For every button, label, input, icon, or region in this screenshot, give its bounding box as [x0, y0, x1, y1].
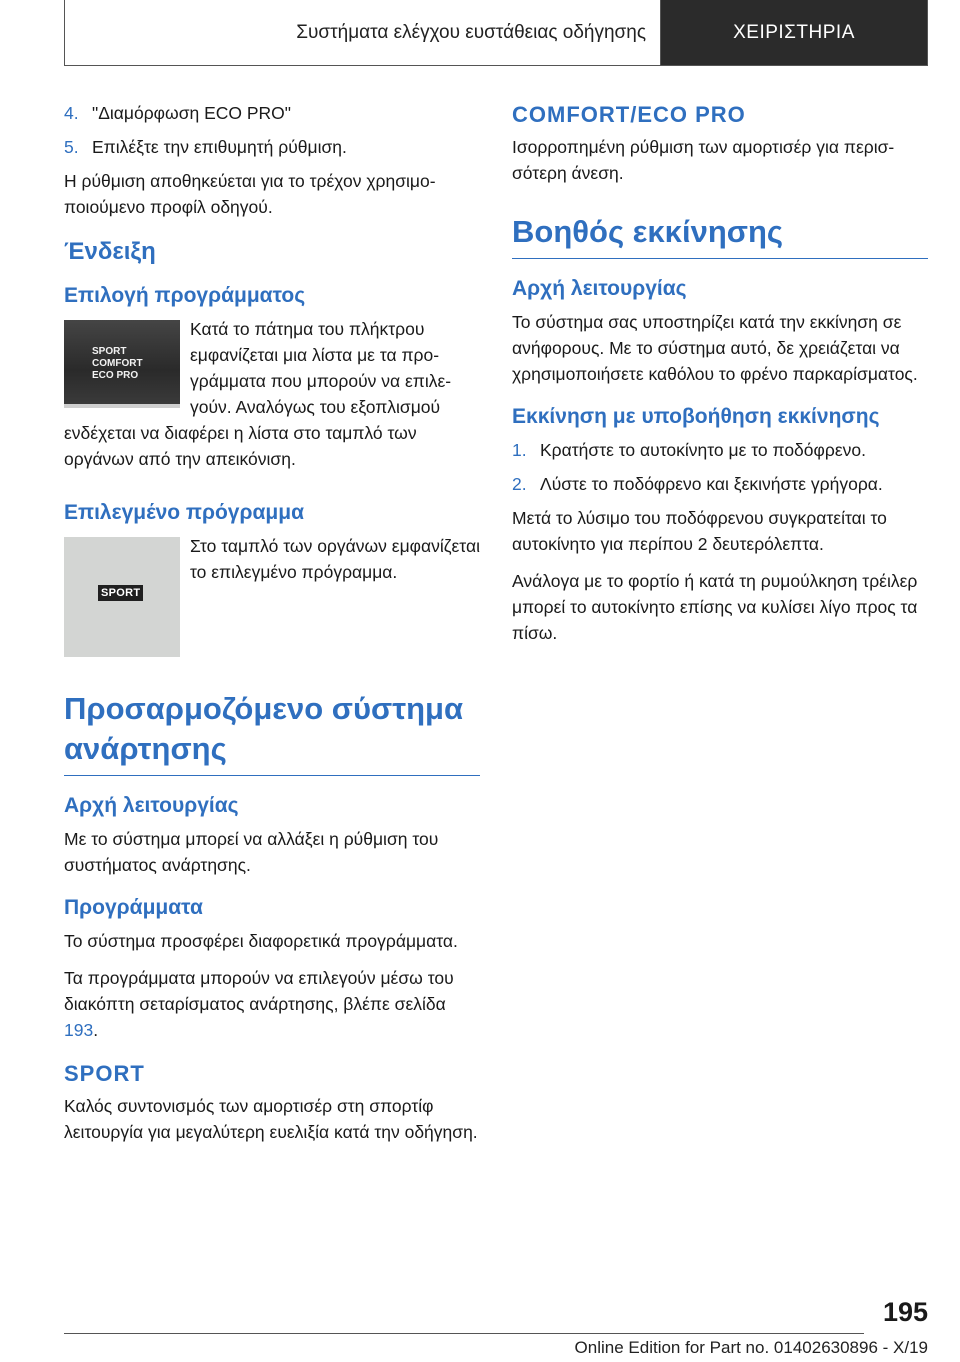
footer-divider: [64, 1333, 864, 1334]
paragraph: [64, 965, 480, 1043]
selected-program-image: [64, 537, 180, 657]
menu-entry: SPORT: [92, 346, 127, 357]
page-number: 195: [882, 1297, 928, 1327]
heading-programs: Προγράμματα: [64, 896, 203, 919]
edition-note: Online Edition for Part no. 01402630896 - X/19: [574, 1338, 928, 1357]
left-column: [64, 100, 480, 1156]
paragraph: Μετά το λύσιμο του ποδόφρενου συγκρατείται το αυτοκίνητο για περίπου 2 δευτερόλεπτα.: [512, 508, 887, 554]
paragraph: Το σύστημα σας υποστηρίζει κατά την εκκίνηση σε ανήφορους. Με το σύστημα αυτό, δε χρειάζεται να χρησιμοποιήσετε καθόλου το φρένο παρκαρίσματος.: [512, 312, 918, 384]
right-column: [512, 100, 928, 657]
paragraph: Κατά το πάτημα του πλήκτρου εμφανίζεται μια λίστα με τα προγράμματα που μπορούν να επιλεγούν. Αναλόγως του εξοπλισμού ενδέχεται να διαφέρει η λίστα στο ταμπλό των οργάνων από την απεικόνιση.: [64, 319, 452, 469]
heading-principle: Αρχή λειτουργίας: [64, 794, 239, 817]
program-list-image: [64, 320, 180, 408]
heading-adaptive-suspension: Προσαρμοζόμενο σύστημα ανάρτησης: [64, 689, 480, 776]
list-item: [64, 100, 480, 126]
paragraph: Ισορροπημένη ρύθμιση των αμορτισέρ για περισσότερη άνεση.: [512, 137, 895, 183]
step-number: 4.: [64, 103, 79, 123]
step-text: Κρατήστε το αυτοκίνητο με το ποδόφρενο.: [540, 440, 866, 460]
menu-entry: COMFORT: [92, 358, 143, 369]
paragraph: Με το σύστημα μπορεί να αλλάξει η ρύθμιση του συστήματος ανάρτησης.: [64, 829, 439, 875]
paragraph: Ανάλογα με το φορτίο ή κατά τη ρυμούλκηση τρέιλερ μπορεί το αυτοκίνητο επίσης να κυλίσει λίγο προς τα πίσω.: [512, 571, 918, 643]
page-link[interactable]: 193: [64, 1020, 94, 1040]
menu-entry: ECO PRO: [92, 370, 139, 381]
step-text: Επιλέξτε την επιθυμητή ρύθμιση.: [92, 137, 347, 157]
heading-hill-start-assist: Βοηθός εκκίνησης: [512, 212, 928, 259]
heading-sport: SPORT: [64, 1061, 145, 1086]
heading-selected-program: Επιλεγμένο πρόγραμμα: [64, 501, 304, 524]
step-text: "Διαμόρφωση ECO PRO": [92, 103, 292, 123]
figure-block: [64, 533, 480, 663]
step-number: 1.: [512, 440, 527, 460]
paragraph: Καλός συντονισμός των αμορτισέρ στη σπορτίφ λειτουργία για μεγαλύτερη ευελιξία κατά την οδήγηση.: [64, 1096, 478, 1142]
page-header: [64, 0, 928, 66]
paragraph: Η ρύθμιση αποθηκεύεται για το τρέχον χρησιμοποιούμενο προφίλ οδηγού.: [64, 171, 436, 217]
step-number: 5.: [64, 137, 79, 157]
sport-badge: SPORT: [98, 585, 143, 601]
heading-start-with-assist: Εκκίνηση με υποβοήθηση εκκίνησης: [512, 405, 880, 428]
step-number: 2.: [512, 474, 527, 494]
period: .: [93, 1020, 99, 1040]
paragraph-text: Τα προγράμματα μπορούν να επιλεγούν μέσω του διακόπτη σεταρίσματος ανάρτησης, βλέπε σελίδα: [64, 968, 454, 1014]
heading-program-selection: Επιλογή προγράμματος: [64, 284, 306, 307]
heading-indication: Ένδειξη: [64, 238, 156, 265]
heading-comfort-eco-pro: COMFORT/ECO PRO: [512, 102, 746, 127]
paragraph: Το σύστημα προσφέρει διαφορετικά προγράμματα.: [64, 931, 458, 951]
list-item: [512, 437, 928, 463]
header-section-tab: ΧΕΙΡΙΣΤΗΡΙΑ: [661, 0, 927, 65]
header-title: Συστήματα ελέγχου ευστάθειας οδήγησης: [65, 0, 661, 65]
paragraph: Στο ταμπλό των οργάνων εμφανίζεται το επιλεγμένο πρόγραμμα.: [190, 536, 480, 582]
heading-principle: Αρχή λειτουργίας: [512, 277, 687, 300]
list-item: [512, 471, 928, 497]
figure-block: [64, 316, 480, 483]
list-item: [64, 134, 480, 160]
step-text: Λύστε το ποδόφρενο και ξεκινήστε γρήγορα.: [540, 474, 883, 494]
